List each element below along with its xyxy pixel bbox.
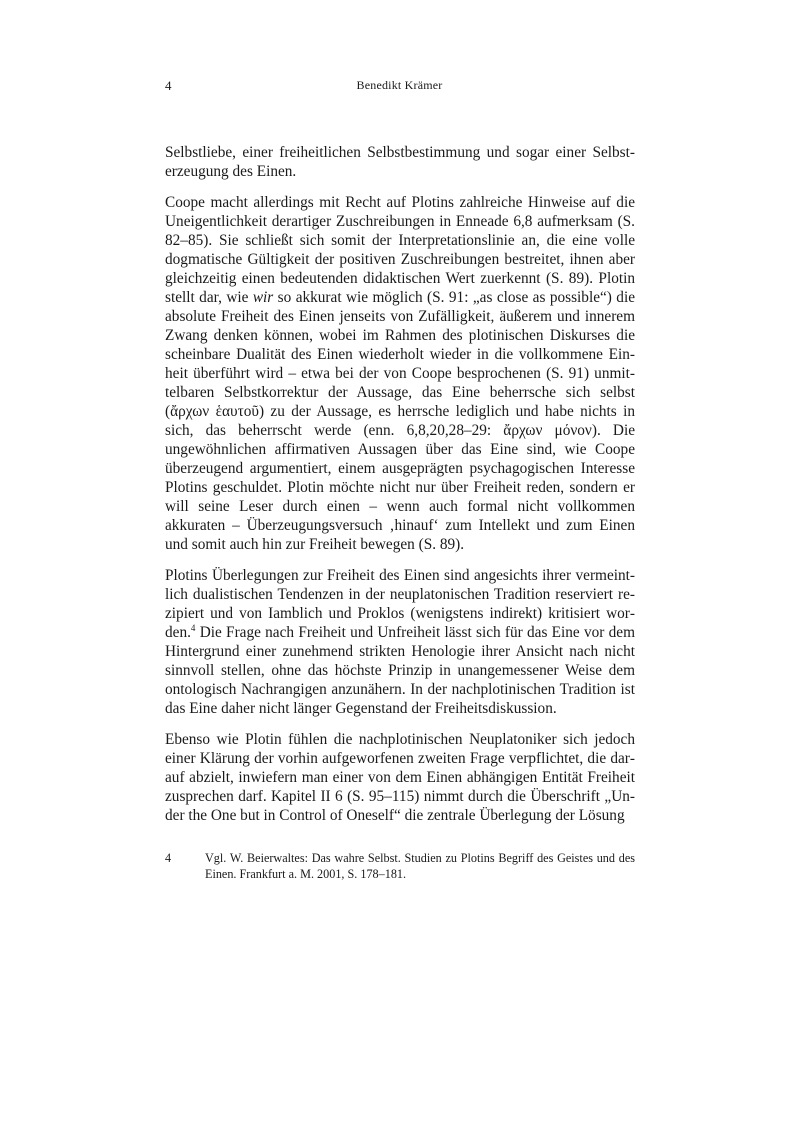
paragraph-3-text-b: Die Frage nach Freiheit und Unfreiheit lässt sich für das Eine vor dem Hintergrund einer zunehmend strikten Henologie ihrer Ansicht nach nicht sinnvoll stellen, ohne das höchste Prinzip in unangemessener Weise dem ontologisch Nachrangigen anzunähern. In der nachplotinischen Tradition ist das Eine daher nicht länger Gegenstand der Freiheitsdiskussion. [165,624,635,717]
footnote-number: 4 [165,851,172,865]
paragraph-3-text-a: Plotins Überlegungen zur Freiheit des Einen sind angesichts ihrer vermeintlich dualistischen Tendenzen in der neuplatonischen Tradition reserviert rezipiert und von Iamblich und Proklos (wenigstens indirekt) kritisiert worden. [165,567,635,641]
footnote-reference[interactable]: 4 [190,622,196,633]
paragraph-2-text-a: Coope macht allerdings mit Recht auf Plotins zahlreiche Hinweise auf die Uneigentlichkeit derartiger Zuschreibungen in Enneade 6,8 aufmerksam (S. 82–85). Sie schließt sich somit der Interpretationslinie an, die eine volle dogmatische Gültigkeit der positiven Zuschreibungen bestreitet, ihnen aber gleichzeitig einen bedeutenden didaktischen Wert zuerkennt (S. 89). Plotin stellt dar, wie [165,194,635,306]
paragraph-3 [165,566,635,718]
body-text [165,143,635,825]
paragraph-4: Ebenso wie Plotin fühlen die nachplotinischen Neuplatoniker sich jedoch einer Klärung der vorhin aufgeworfenen zweiten Frage verpflichtet, die darauf abzielt, inwiefern man einer von dem Einen abhängigen Entität Freiheit zusprechen darf. Kapitel II 6 (S. 95–115) nimmt durch die Überschrift „Under the One but in Control of Oneself“ die zentrale Überlegung der Lösung [165,731,635,824]
page-number: 4 [165,78,172,93]
paragraph-2-text-b: so akkurat wie möglich (S. 91: „as close as possible“) die absolute Freiheit des Einen jenseits von Zufälligkeit, äußerem und innerem Zwang denken können, wobei im Rahmen des plotinischen Diskurses die scheinbare Dualität des Einen wiederholt wieder in die vollkommene Einheit überführt wird – etwa bei der von Coope besprochenen (S. 91) unmittelbaren Selbstkorrektur der Aussage, das Eine beherrsche sich selbst (ἄρχων ἑαυτοῦ) zu der Aussage, es herrsche lediglich und habe nichts in sich, das beherrscht werde (enn. 6,8,20,28–29: ἄρχων μόνον). Die ungewöhnlichen affirmativen Aussagen über das Eine sind, wie Coope überzeugend argumentiert, einem ausgeprägten psychagogischen Interesse Plotins geschuldet. Plotin möchte nicht nur über Freiheit reden, sondern er will seine Leser durch einen – wenn auch formal nicht vollkommen akkuraten – Überzeugungsversuch ‚hinauf‘ zum Intellekt und zum Einen und somit auch hin zur Freiheit bewegen (S. 89). [165,289,635,553]
footnote [165,851,635,882]
footnote-text: Vgl. W. Beierwaltes: Das wahre Selbst. Studien zu Plotins Begriff des Geistes und des Einen. Frankfurt a. M. 2001, S. 178–181. [205,851,635,881]
emphasis-wir: wir [252,289,274,306]
running-header-author: Benedikt Krämer [356,78,443,92]
paragraph-1: Selbstliebe, einer freiheitlichen Selbstbestimmung und sogar einer Selbsterzeugung des Einen. [165,144,635,180]
paragraph-2 [165,193,635,554]
